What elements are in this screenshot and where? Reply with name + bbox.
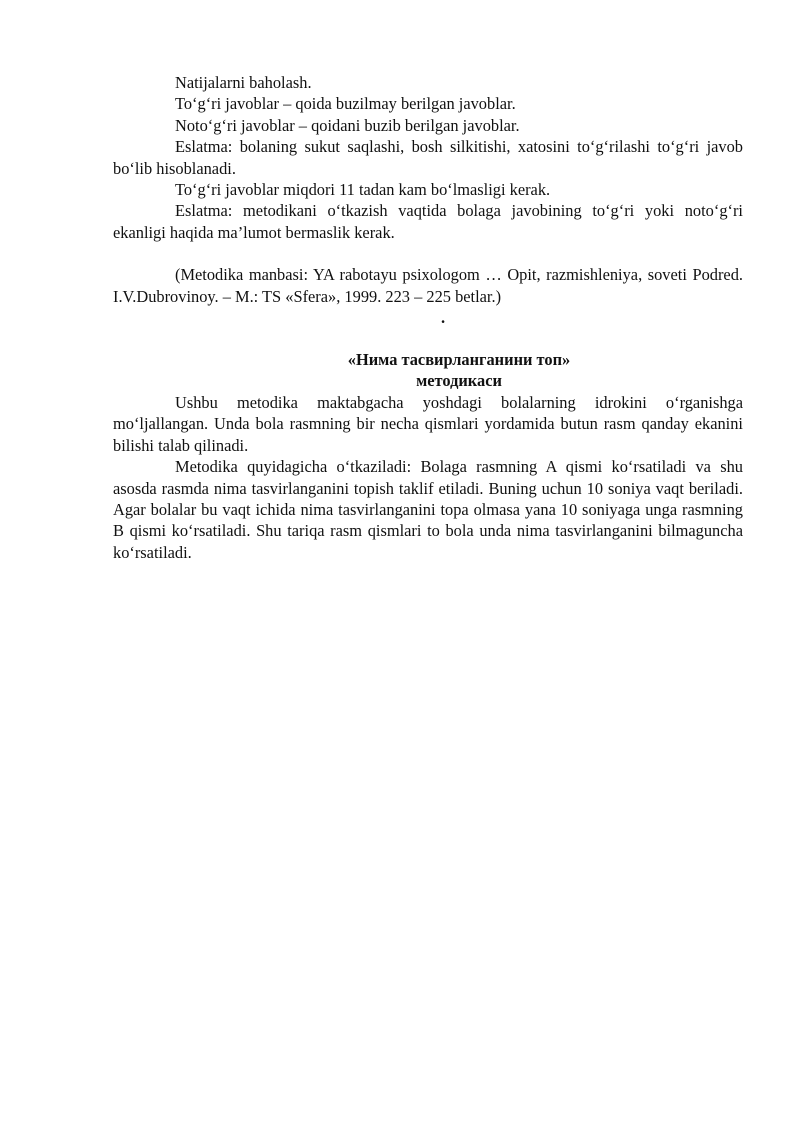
separator-dot: . <box>440 308 446 328</box>
paragraph-note-silence: Eslatma: bolaning sukut saqlashi, bosh silkitishi, xatosini to‘g‘rilashi to‘g‘ri javob bo‘lib hisoblanadi. <box>113 137 743 178</box>
paragraph-method-procedure: Metodika quyidagicha o‘tkaziladi: Bolaga rasmning A qismi ko‘rsatiladi va shu asosda rasmda nima tasvirlanganini topish taklif etiladi. Buning uchun 10 soniya vaqt beriladi. Agar bolalar bu vaqt ichida nima tasvirlanganini topa olmasa yana 10 soniyaga unga rasmning B qismi ko‘rsatiladi. Shu tariqa rasm qismlari to bola unda nima tasvirlanganini bilmaguncha ko‘rsatiladi. <box>113 457 743 562</box>
paragraph-incorrect-answers: Noto‘g‘ri javoblar – qoidani buzib berilgan javoblar. <box>175 115 520 135</box>
paragraph-correct-answers: To‘g‘ri javoblar – qoida buzilmay berilgan javoblar. <box>175 94 516 114</box>
paragraph-results-heading: Natijalarni baholash. <box>175 73 312 92</box>
spacer <box>113 328 743 349</box>
paragraph-correct-count: To‘g‘ri javoblar miqdori 11 tadan kam bo‘lmasligi kerak. <box>175 180 551 200</box>
section-title: «Нима тасвирланганини топ» <box>347 350 571 370</box>
spacer <box>113 243 743 264</box>
document-page <box>113 72 743 563</box>
paragraph-source-note: (Metodika manbasi: YA rabotayu psixologom … Opit, razmishleniya, soveti Podred. I.V.Dubrovinoy. – M.: TS «Sfera», 1999. 223 – 225 betlar.) <box>113 265 743 306</box>
section-subtitle: методикаси <box>416 371 502 391</box>
paragraph-note-feedback: Eslatma: metodikani o‘tkazish vaqtida bolaga javobining to‘g‘ri yoki noto‘g‘ri ekanligi haqida ma’lumot bermaslik kerak. <box>113 201 743 242</box>
paragraph-method-purpose: Ushbu metodika maktabgacha yoshdagi bolalarning idrokini o‘rganishga mo‘ljallangan. Unda bola rasmning bir necha qismlari yordamida butun rasm qanday ekanini bilishi talab qilinadi. <box>113 392 743 455</box>
